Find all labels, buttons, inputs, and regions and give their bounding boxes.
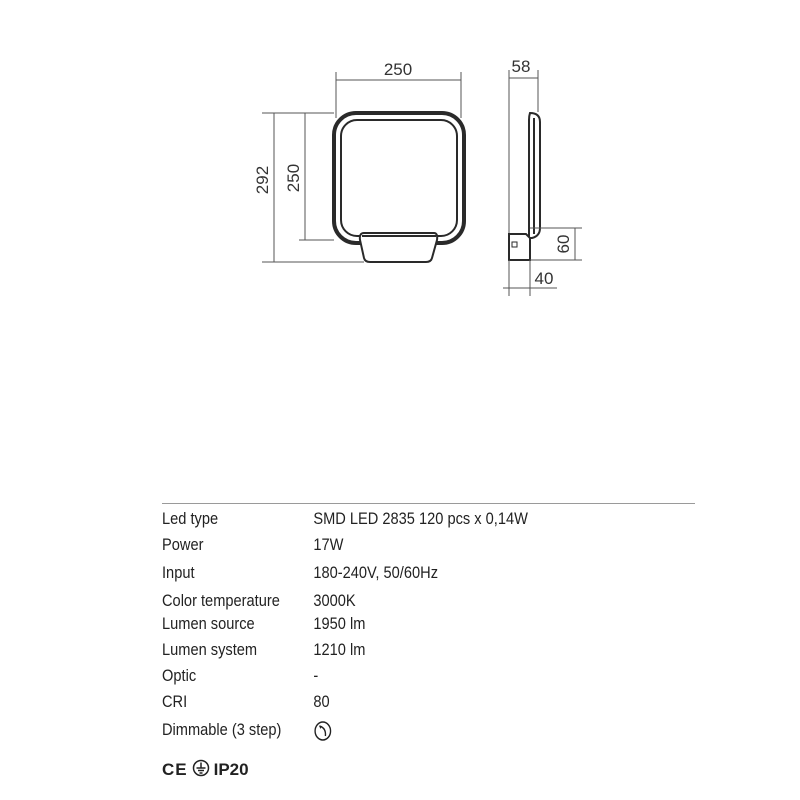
- spec-value: 180-240V, 50/60Hz: [313, 563, 439, 582]
- spec-label: Led type: [162, 509, 219, 528]
- spec-value: 1210 lm: [313, 640, 366, 659]
- spec-row-cri: [162, 689, 620, 715]
- spec-label: CRI: [162, 692, 188, 711]
- dim-total-height-label: 292: [253, 165, 272, 195]
- dim-width-label: 250: [383, 60, 413, 79]
- spec-row-power: [162, 532, 620, 558]
- spec-value: SMD LED 2835 120 pcs x 0,14W: [313, 509, 528, 528]
- spec-value: 17W: [313, 535, 344, 554]
- ce-mark: CE: [162, 760, 188, 779]
- spec-value: 80: [313, 692, 330, 711]
- ip-rating: IP20: [213, 760, 249, 779]
- dim-frame-height-label: 250: [284, 163, 303, 193]
- spec-row-optic: [162, 663, 620, 689]
- front-view: [253, 60, 464, 262]
- spec-value: 3000K: [313, 591, 356, 610]
- spec-label: Dimmable (3 step): [162, 720, 282, 739]
- lamp-frame: [334, 113, 464, 243]
- spec-label: Lumen system: [162, 640, 258, 659]
- certifications: [162, 758, 249, 782]
- spec-row-led-type: [162, 506, 620, 532]
- dim-depth-label: 58: [511, 57, 531, 76]
- technical-drawing: [0, 0, 800, 330]
- spec-row-dimmable: [162, 717, 620, 743]
- spec-row-lumen-source: [162, 611, 620, 637]
- spec-row-lumen-system: [162, 637, 620, 663]
- spec-label: Power: [162, 535, 204, 554]
- spec-label: Optic: [162, 666, 197, 685]
- dimmable-icon: [313, 720, 332, 750]
- lamp-base: [360, 233, 437, 262]
- dim-bracket-depth-label: 40: [534, 269, 554, 288]
- side-view: [503, 57, 582, 296]
- spec-label: Input: [162, 563, 195, 582]
- dim-bracket-height-label: 60: [554, 234, 573, 254]
- spec-value: 1950 lm: [313, 614, 366, 633]
- spec-row-input: [162, 560, 620, 586]
- specs-table: [162, 503, 695, 743]
- spec-label: Lumen source: [162, 614, 255, 633]
- spec-label: Color temperature: [162, 591, 280, 610]
- spec-value: -: [313, 666, 319, 685]
- ground-protection-icon: [192, 759, 210, 782]
